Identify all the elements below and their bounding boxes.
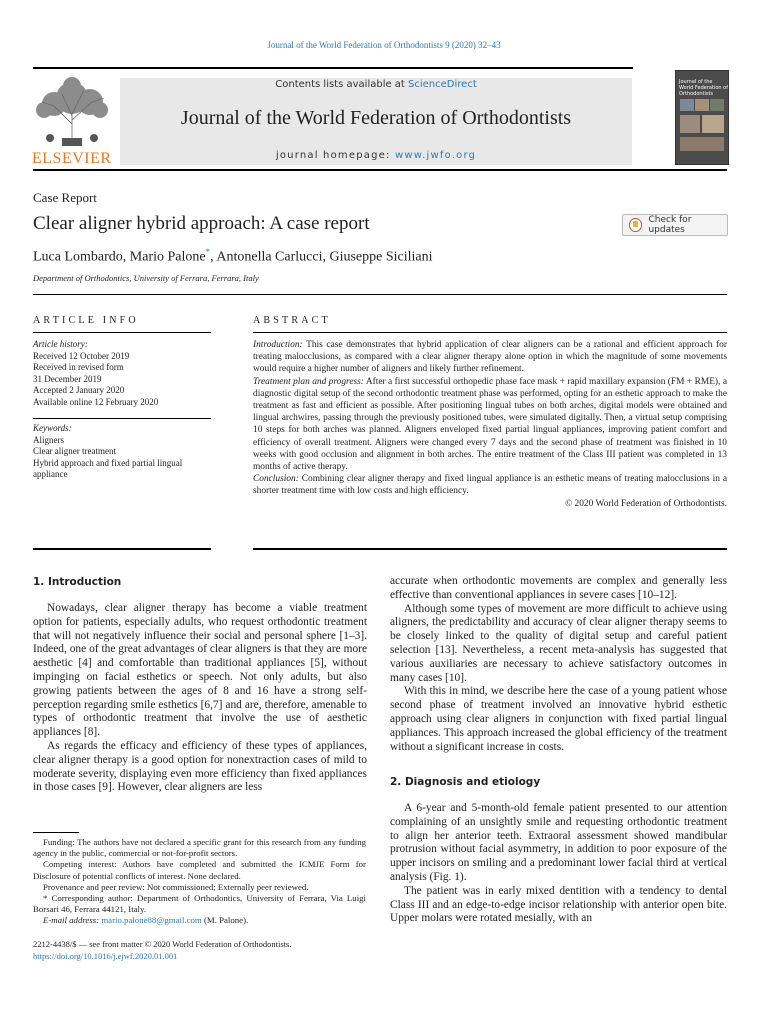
doi-link[interactable]: https://doi.org/10.1016/j.ejwf.2020.01.001: [33, 951, 178, 961]
article-type: Case Report: [33, 190, 97, 205]
abstract-bottom-rule: [253, 548, 727, 550]
corresponding-author-mark[interactable]: *: [205, 247, 211, 257]
keywords-rule: [33, 418, 211, 419]
section-2-text: A 6-year and 5-month-old female patient presented to our attention complaining of an unsightly smile and requesting orthodontic treatment to align her anterior teeth. Extraoral assessment showed mandibular protrusion without facial asymmetry, in addition to poor exposure of the upper incisors on smiling and a predominant lower facial third at vertical analysis (Fig. 1). The patient was in early mixed dentition with a tendency to dental Class III and an edge-to-edge incisor relationship with anterior open bite. Upper molars were rotated mesially, with an: [390, 802, 727, 925]
footnote-rule: [33, 832, 79, 833]
section-2-heading: 2. Diagnosis and etiology: [390, 776, 541, 788]
abstract-heading: ABSTRACT: [253, 315, 331, 326]
crossmark-icon: [629, 218, 642, 232]
header-rule: [33, 67, 633, 69]
header-bottom-rule: [33, 169, 727, 171]
author-list: Luca Lombardo, Mario Palone*, Antonella Carlucci, Giuseppe Siciliani: [33, 247, 433, 265]
journal-homepage: journal homepage: www.jwfo.org: [275, 150, 477, 161]
column-2-text: accurate when orthodontic movements are complex and generally less effective than conventional appliances in severe cases [10–12]. Although some types of movement are more difficult to achieve using aligners, the predictability and accuracy of clear aligner therapy seems to be closely linked to the quality of digital setup and careful patient selection [13]. Nevertheless, a recent meta-analysis has suggested that various auxiliaries are necessary to achieve satisfactory outcomes in many cases [10]. With this in mind, we describe here the case of a young patient whose second phase of treatment involved an innovative hybrid esthetic approach using clear aligners in conjunction with fixed partial lingual appliances. This approach increased the global efficiency of the treatment without a significant increase in costs.: [390, 575, 727, 753]
journal-cover-image: [675, 70, 729, 165]
copyright: © 2020 World Federation of Orthodontists.: [565, 498, 727, 509]
info-bottom-rule: [33, 548, 211, 550]
elsevier-wordmark: ELSEVIER: [32, 150, 112, 167]
article-info-rule: [33, 332, 211, 333]
article-title: Clear aligner hybrid approach: A case report: [33, 213, 370, 234]
abstract-body: Introduction: This case demonstrates that hybrid application of clear aligners can be a rational and efficient approach for treating malocclusions, as compared with a clear aligner therapy alone option in which the magnitude of some movements would require a higher number of aligners and likely further refinement. Treatment plan and progress: After a first successful orthopedic phase face mask + rapid maxillary expansion (FM + RME), a diagnostic digital setup of the second orthodontic treatment phase was performed, opting for an esthetic approach to make the treatment as fast and efficient as possible. After positioning lingual tubes on both arches, digital models were obtained and lingual archwires, passing through the previously positioned tubes, were simulated digitally. Then, a virtual setup comprising 10 steps for both arches was planned. Aligners enveloped fixed partial lingual appliances, improving patient comfort and efficiency of overall treatment. Aligners were changed every 7 days and the second phase of treatment was finished in 10 weeks with good occlusion and alignment in both arches. The entire treatment of the Class III patient was completed in 13 months of active therapy. Conclusion: Combining clear aligner therapy and fixed lingual appliance is an esthetic means of treating malocclusions in a shorter treatment time with low costs and high efficiency. © 2020 World Federation of Orthodontists.: [253, 340, 727, 509]
affiliation: Department of Orthodontics, University of Ferrara, Ferrara, Italy: [33, 273, 259, 283]
journal-citation[interactable]: Journal of the World Federation of Orthodontists 9 (2020) 32–43: [267, 40, 501, 50]
article-info-heading: ARTICLE INFO: [33, 315, 139, 326]
homepage-link[interactable]: www.jwfo.org: [394, 150, 477, 161]
cover-title: Journal of the World Federation of Orthodontists: [679, 79, 728, 97]
journal-name: Journal of the World Federation of Orthodontists: [180, 107, 572, 129]
email-link[interactable]: mario.palone88@gmail.com: [101, 915, 202, 926]
sciencedirect-link[interactable]: ScienceDirect: [408, 79, 477, 90]
info-top-rule: [33, 294, 727, 295]
check-for-updates-label: Check for updates: [648, 215, 692, 235]
elsevier-tree-logo: [32, 76, 112, 148]
section-1-heading: 1. Introduction: [33, 576, 122, 588]
section-1-text: Nowadays, clear aligner therapy has become a viable treatment option for patients, especially adults, who request orthodontic treatment that will not negatively influence their social and personal sphere [1–3]. Indeed, one of the great advantages of clear aligners is that they are more aesthetic [4] and comfortable than traditional appliances [5], without impinging on facial esthetics or speech. Not only adults, but also growing patients between the ages of 8 and 16 have a strong self-perception regarding smile esthetics [6,7] and are, therefore, amenable to types of orthodontic treatment that involve the use of aesthetic appliances [8]. As regards the efficacy and efficiency of these types of appliances, clear aligner therapy is a good option for nonextraction cases of mild to moderate severity, displaying even more efficiency than fixed appliances in those cases [9]. However, clear aligners are less: [33, 602, 367, 794]
issn-line: 2212-4438/$ — see front matter © 2020 World Federation of Orthodontists.: [33, 939, 292, 949]
article-history: Article history: Received 12 October 2019 Received in revised form 31 December 2019 Accepted 2 January 2020 Available online 12 February 2020: [33, 339, 159, 407]
abstract-rule: [253, 332, 727, 333]
check-for-updates-button[interactable]: [622, 214, 728, 236]
footnotes: Funding: The authors have not declared a specific grant for this research from any funding agency in the public, commercial or not-for-profit sectors. Competing interest: Authors have completed and submitted the ICMJE Form for Disclosure of potential conflicts of interest. None declared. Provenance and peer review: Not commissioned; Externally peer reviewed. * Corresponding author: Department of Orthodontics, University of Ferrara, Via Luigi Borsari 46, Ferrara 44121, Italy. E-mail address: mario.palone88@gmail.com (M. Palone).: [33, 837, 366, 926]
keywords: Keywords: Aligners Clear aligner treatment Hybrid approach and fixed partial lingual appliance: [33, 423, 183, 479]
contents-availability: Contents lists available at ScienceDirect: [275, 79, 477, 90]
